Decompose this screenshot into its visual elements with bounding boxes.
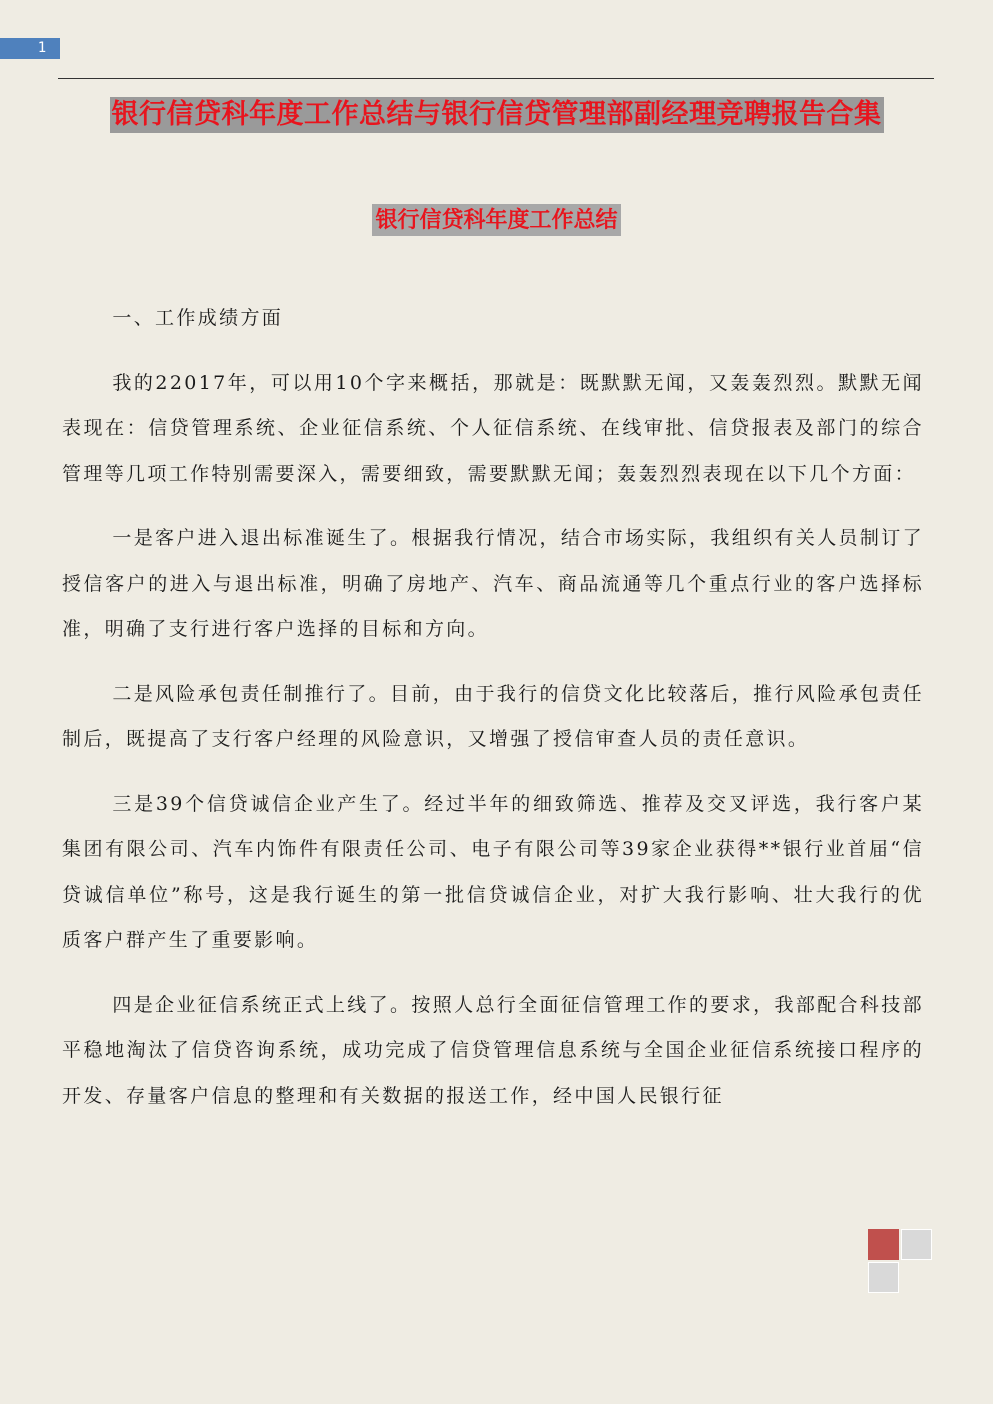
paragraph: 我的22017年，可以用10个字来概括，那就是：既默默无闻，又轰轰烈烈。默默无闻表现在：信贷管理系统、企业征信系统、个人征信系统、在线审批、信贷报表及部门的综合管理等几项工作特别需要深入，需要细致，需要默默无闻；轰轰烈烈表现在以下几个方面： xyxy=(62,371,924,485)
decorative-square-grey xyxy=(901,1229,932,1260)
paragraph-heading: 一、工作成绩方面 xyxy=(112,307,284,329)
main-title-container xyxy=(0,97,993,133)
section-title-container xyxy=(0,204,993,236)
paragraph: 四是企业征信系统正式上线了。按照人总行全面征信管理工作的要求，我部配合科技部平稳地淘汰了信贷咨询系统，成功完成了信贷管理信息系统与全国企业征信系统接口程序的开发、存量客户信息的整理和有关数据的报送工作，经中国人民银行征 xyxy=(62,993,924,1107)
page-number: 1 xyxy=(0,38,60,59)
main-title: 银行信贷科年度工作总结与银行信贷管理部副经理竞聘报告合集 xyxy=(110,97,884,133)
decorative-square-grey xyxy=(868,1262,899,1293)
decorative-square-red xyxy=(868,1229,899,1260)
paragraph: 一是客户进入退出标准诞生了。根据我行情况，结合市场实际，我组织有关人员制订了授信客户的进入与退出标准，明确了房地产、汽车、商品流通等几个重点行业的客户选择标准，明确了支行进行客户选择的目标和方向。 xyxy=(62,527,924,640)
body-text xyxy=(62,296,924,1138)
section-title: 银行信贷科年度工作总结 xyxy=(372,204,620,236)
paragraph: 三是39个信贷诚信企业产生了。经过半年的细致筛选、推荐及交叉评选，我行客户某集团有限公司、汽车内饰件有限责任公司、电子有限公司等39家企业获得**银行业首届“信贷诚信单位”称号，这是我行诞生的第一批信贷诚信企业，对扩大我行影响、壮大我行的优质客户群产生了重要影响。 xyxy=(62,792,924,951)
paragraph: 二是风险承包责任制推行了。目前，由于我行的信贷文化比较落后，推行风险承包责任制后，既提高了支行客户经理的风险意识，又增强了授信审查人员的责任意识。 xyxy=(62,682,924,750)
header-divider xyxy=(58,78,934,79)
